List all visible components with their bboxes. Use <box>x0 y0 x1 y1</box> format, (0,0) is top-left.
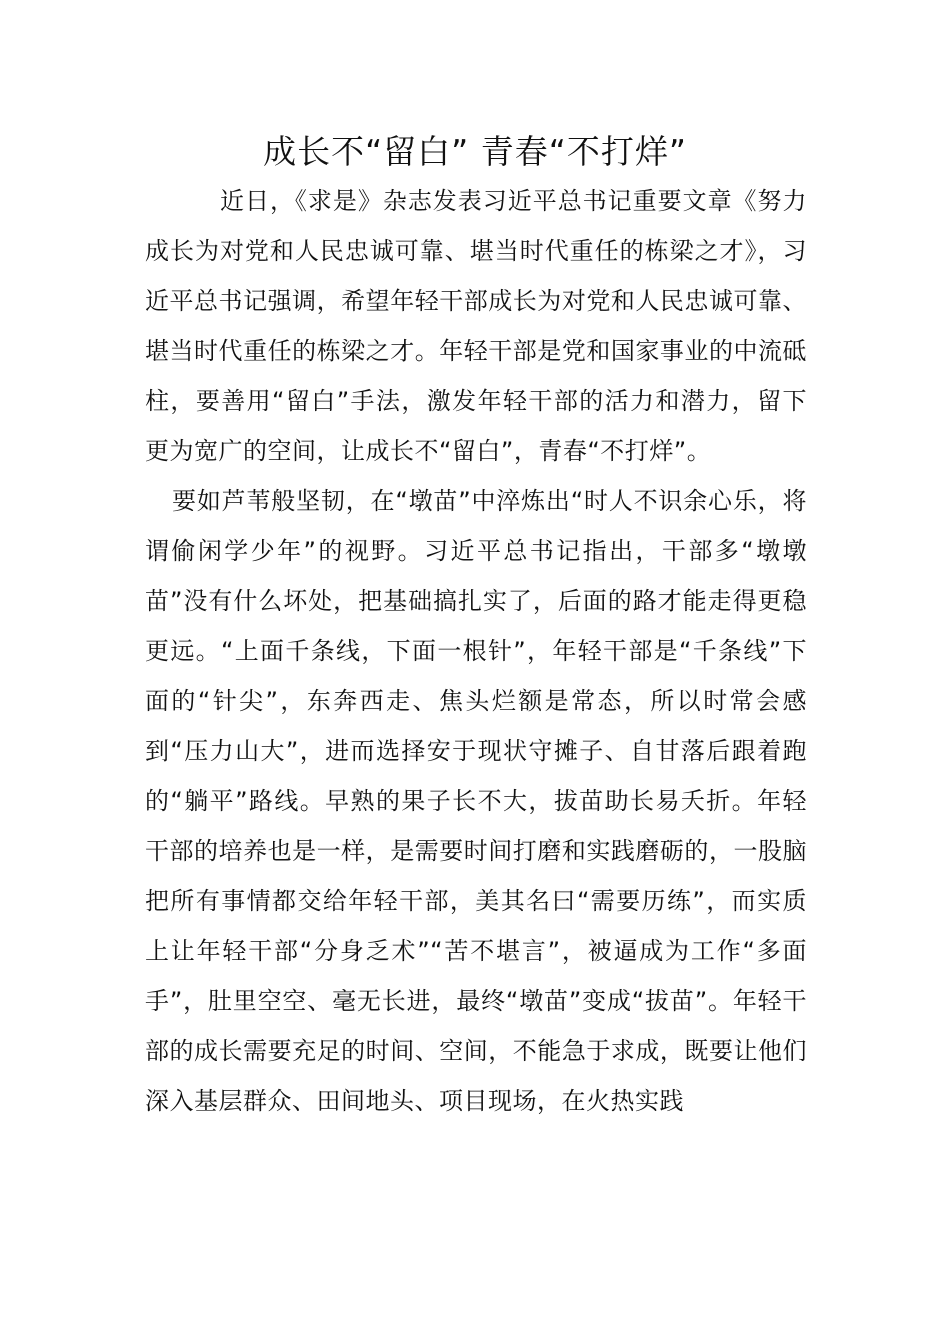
paragraph-1: 近日，《求是》杂志发表习近平总书记重要文章《努力成长为对党和人民忠诚可靠、堪当时代重任的栋梁之才》，习近平总书记强调，希望年轻干部成长为对党和人民忠诚可靠、堪当时代重任的栋梁之才。年轻干部是党和国家事业的中流砥柱，要善用“留白”手法，激发年轻干部的活力和潜力，留下更为宽广的空间，让成长不“留白”，青春“不打烊”。 <box>145 187 807 465</box>
article-title: 成长不“留白” 青春“不打烊” <box>263 132 687 171</box>
article-body <box>145 176 807 1126</box>
paragraph-2: 要如芦苇般坚韧，在“墩苗”中淬炼出“时人不识余心乐，将谓偷闲学少年”的视野。习近平总书记指出，干部多“墩墩苗”没有什么坏处，把基础搞扎实了，后面的路才能走得更稳更远。“上面千条线，下面一根针”，年轻干部是“千条线”下面的“针尖”，东奔西走、焦头烂额是常态，所以时常会感到“压力山大”，进而选择安于现状守摊子、自甘落后跟着跑的“躺平”路线。早熟的果子长不大，拔苗助长易夭折。年轻干部的培养也是一样，是需要时间打磨和实践磨砺的，一股脑把所有事情都交给年轻干部，美其名曰“需要历练”，而实质上让年轻干部“分身乏术”“苦不堪言”，被逼成为工作“多面手”，肚里空空、毫无长进，最终“墩苗”变成“拔苗”。年轻干部的成长需要充足的时间、空间，不能急于求成，既要让他们深入基层群众、田间地头、项目现场，在火热实践 <box>145 487 807 1115</box>
